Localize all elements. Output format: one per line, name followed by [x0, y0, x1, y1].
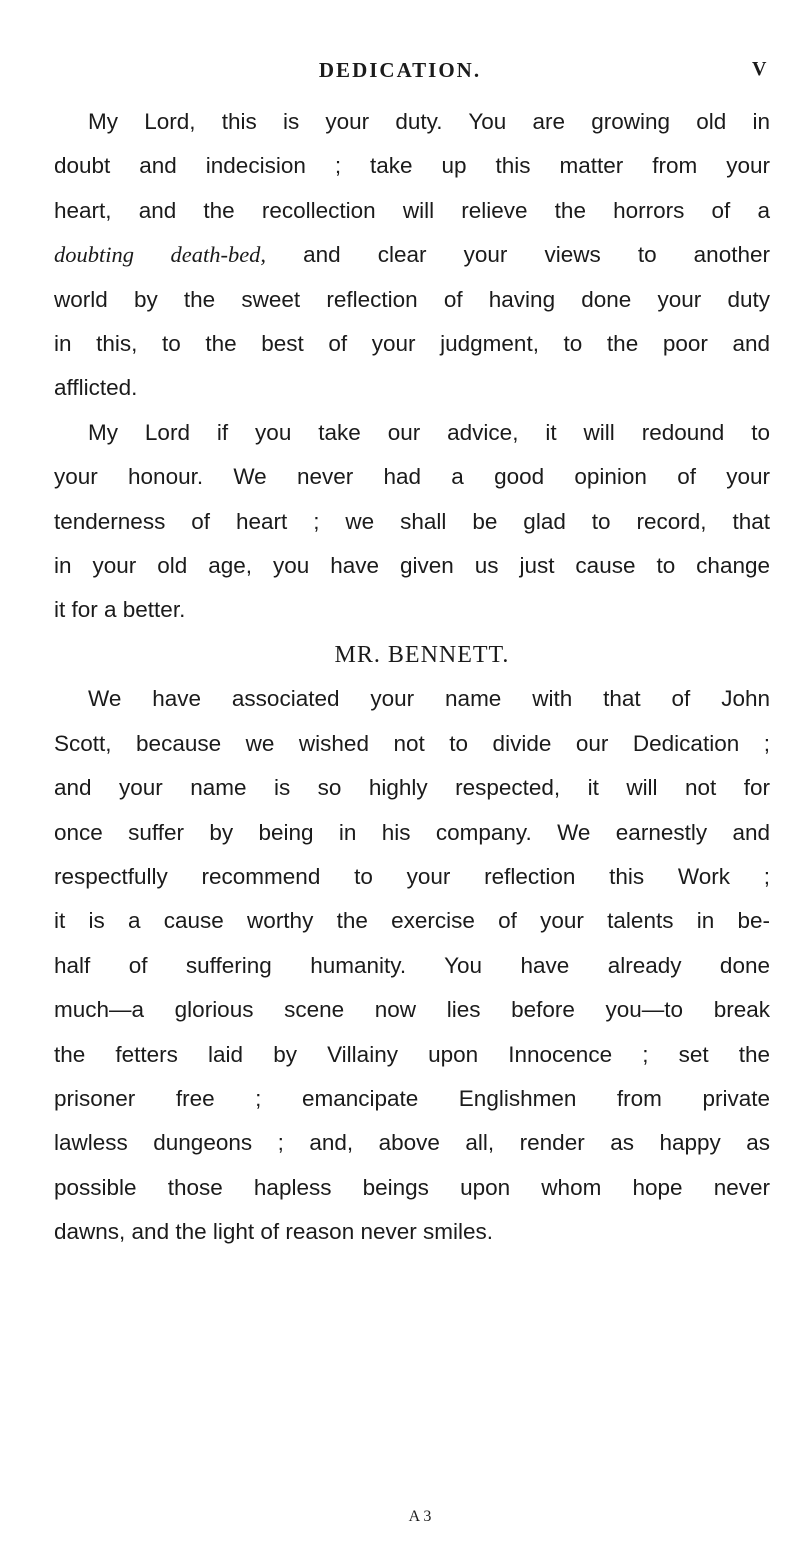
page-header [0, 58, 800, 88]
text-line [54, 233, 770, 277]
text-line: We have associated your name with that of John [88, 686, 770, 712]
text-line: tenderness of heart ; we shall be glad to record, that [54, 508, 770, 534]
text-line: heart, and the recollection will relieve the horrors of a [54, 197, 770, 223]
page-number: V [752, 58, 767, 80]
text-line: once suffer by being in his company. We earnestly and [54, 819, 770, 845]
text-line: the fetters laid by Villainy upon Innocence ; set the [54, 1041, 770, 1067]
text-line: in your old age, you have given us just cause to change [54, 553, 770, 579]
text-line: much—a glorious scene now lies before you—to break [54, 997, 770, 1023]
signature-mark: A 3 [408, 1508, 432, 1525]
paragraph-bennett [54, 677, 770, 1254]
text-line: Scott, because we wished not to divide our Dedication ; [54, 730, 770, 756]
text-line: and your name is so highly respected, it will not for [54, 775, 770, 801]
text-line: dawns, and the light of reason never smiles. [54, 1219, 493, 1245]
text-line: respectfully recommend to your reflection this Work ; [54, 863, 770, 889]
text-line: doubt and indecision ; take up this matter from your [54, 153, 770, 179]
line-remainder: and clear your views to another [266, 242, 770, 268]
text-line: in this, to the best of your judgment, to the poor and [54, 331, 770, 357]
text-line: possible those hapless beings upon whom hope never [54, 1174, 770, 1200]
text-line: your honour. We never had a good opinion of your [54, 464, 770, 490]
text-line: half of suffering humanity. You have already done [54, 952, 770, 978]
section-heading: MR. BENNETT. [334, 641, 510, 668]
body-text [54, 100, 770, 1255]
text-line: lawless dungeons ; and, above all, render as happy as [54, 1130, 770, 1156]
text-line: world by the sweet reflection of having done your duty [54, 286, 770, 312]
text-line: prisoner free ; emancipate Englishmen from private [54, 1085, 770, 1111]
paragraph-advice [54, 411, 770, 633]
paragraph-duty [54, 100, 770, 411]
text-line: it is a cause worthy the exercise of your talents in be- [54, 908, 770, 934]
text-line: My Lord, this is your duty. You are growing old in [88, 109, 770, 134]
text-line: it for a better. [54, 597, 186, 623]
text-line: My Lord if you take our advice, it will redound to [88, 419, 770, 445]
running-title: DEDICATION. [318, 58, 482, 82]
italic-phrase: doubting death-bed, [54, 242, 267, 268]
text-line: afflicted. [54, 375, 138, 401]
